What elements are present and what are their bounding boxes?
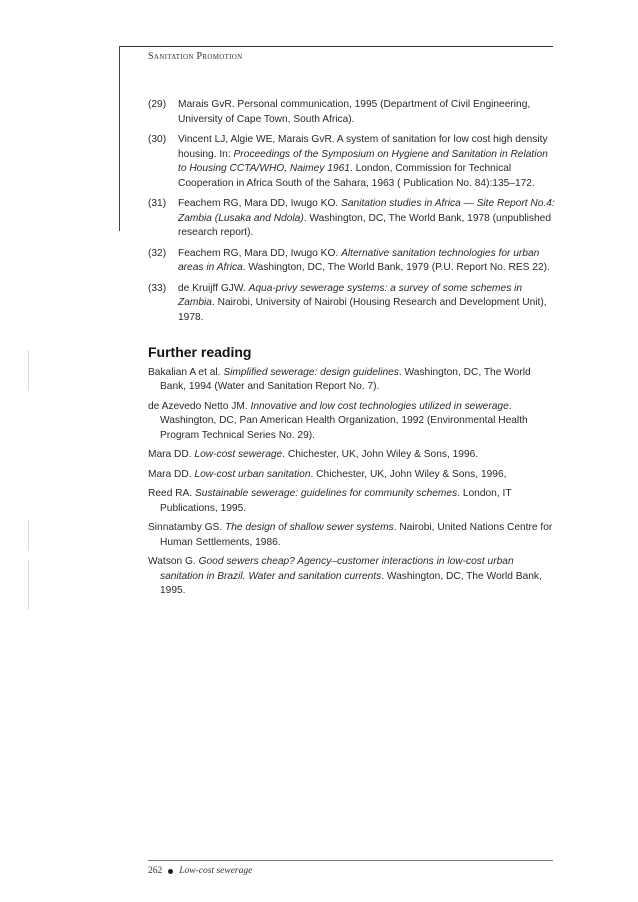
citation-text: de Azevedo Netto JM. [148,400,251,412]
citation-text: . Nairobi, University of Nairobi (Housing Research and Development Unit), 1978. [178,297,547,323]
further-reading-item [148,555,556,599]
italic-title: Low-cost urban sanitation [194,468,311,480]
further-reading-heading: Further reading [148,344,252,360]
citation-text: Watson G. [148,556,199,567]
footer-rule [148,860,553,861]
reference-number: (32) [148,247,167,259]
further-reading-item [148,521,556,550]
citation-text: . Washington, DC, Pan American Health Organization, 1992 (Environmental Health Program Technical Series No. 29). [160,400,528,441]
reference-item [148,133,556,191]
italic-title: The design of shallow sewer systems [225,522,394,533]
citation-text: . Washington, DC, The World Bank, 1979 (P.U. Report No. RES 22). [242,262,550,273]
reference-number: (30) [148,134,167,145]
citation-text: Reed RA. [148,488,195,499]
reference-number: (31) [148,198,167,209]
reference-item [148,98,556,127]
citation-text: . Chichester, UK, John Wiley & Sons, 1996. [282,449,479,460]
reference-number: (29) [148,99,167,110]
further-reading-item [148,487,556,516]
italic-title: Alternative sanitation technologies for urban areas in Africa [178,247,540,273]
italic-title: Sustainable sewerage: guidelines for community schemes [195,488,458,499]
further-reading-item [148,468,556,483]
citation-text: Mara DD. [148,468,195,480]
reference-text [178,98,556,127]
citation-text: . Washington, DC, The World Bank, 1978 (unpublished research report). [178,212,551,238]
citation-text: . Washington, DC, The World Bank, 1994 (Water and Sanitation Report No. 7). [160,366,531,392]
italic-title: Good sewers cheap? Agency–customer interactions in low-cost urban sanitation in Brazil. Water and sanitation currents [160,556,514,582]
reference-item [148,197,556,241]
reference-text [178,282,556,326]
further-reading-item [148,448,556,463]
reference-number: (33) [148,282,167,294]
citation-text: Bakalian A et al. [148,366,224,378]
page-footer [148,866,252,876]
italic-title: Low-cost sewerage [194,449,283,460]
bullet-icon [168,869,173,874]
margin-rule [119,46,120,231]
reference-text [178,197,556,241]
running-head: Sanitation Promotion [148,51,243,62]
citation-text: Mara DD. [148,449,195,460]
citation-text: Marais GvR. Personal communication, 1995 (Department of Civil Engineering, University of Cape Town, South Africa). [178,99,531,125]
italic-title: Sanitation studies in Africa — Site Report No.4: Zambia (Lusaka and Ndola) [178,198,555,224]
header-rule [120,46,553,47]
citation-text: de Kruijff GJW. [178,282,249,294]
further-reading-list [148,366,556,599]
italic-title: Innovative and low cost technologies utilized in sewerage [250,400,509,412]
citation-text: Sinnatamby GS. [148,522,226,533]
citation-text: . Chichester, UK, John Wiley & Sons, 1996, [310,468,507,480]
reference-item [148,282,556,326]
scan-artifact [28,520,29,550]
citation-text: . London, Commission for Technical Cooperation in Africa South of the Sahara, 1963 ( Publication No. 84):135–172. [178,163,535,189]
citation-text: . Nairobi, United Nations Centre for Human Settlements, 1986. [160,522,553,548]
citation-text: Feachem RG, Mara DD, Iwugo KO. [178,247,342,259]
reference-text [178,133,556,191]
book-title: Low-cost sewerage [179,866,253,876]
further-reading-item [148,400,556,444]
further-reading-item [148,366,556,395]
citation-text: . London, IT Publications, 1995. [160,488,512,514]
page-content [148,98,556,604]
reference-text [178,247,556,276]
citation-text: Vincent LJ, Algie WE, Marais GvR. A system of sanitation for low cost high density housing. In: [178,134,548,160]
italic-title: Simplified sewerage: design guidelines [223,366,399,378]
reference-list [148,98,556,325]
page-number: 262 [148,866,163,876]
italic-title: Proceedings of the Symposium on Hygiene and Sanitation in Relation to Housing CCTA/WHO, Naimey 1961 [178,148,548,174]
citation-text: . Washington, DC, The World Bank, 1995. [160,570,542,596]
scan-artifact [28,560,29,610]
reference-item [148,247,556,276]
italic-title: Aqua-privy sewerage systems: a survey of some schemes in Zambia [178,282,523,308]
scan-artifact [28,350,29,390]
citation-text: Feachem RG, Mara DD, Iwugo KO. [178,198,342,209]
